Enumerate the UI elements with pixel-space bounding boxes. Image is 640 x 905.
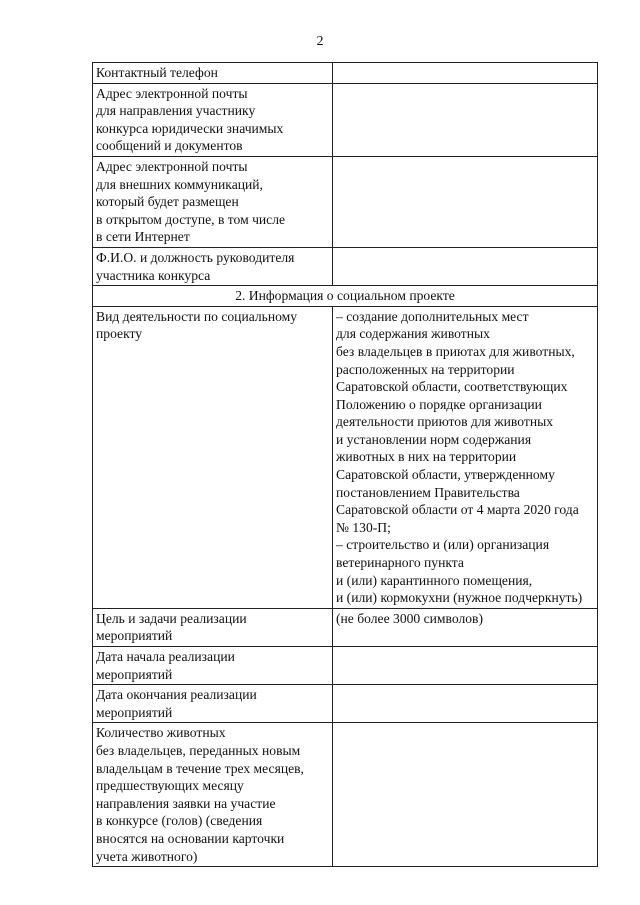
application-form-table (92, 62, 598, 867)
table-row (93, 723, 598, 867)
legal-email-label: Адрес электронной почты для направления участнику конкурса юридически значимых сообщений и документов (93, 83, 333, 156)
table-row (93, 608, 598, 646)
public-email-value[interactable] (333, 156, 598, 247)
goal-label: Цель и задачи реализации мероприятий (93, 608, 333, 646)
contact-phone-value[interactable] (333, 63, 598, 84)
start-date-value[interactable] (333, 647, 598, 685)
table-row (93, 306, 598, 608)
activity-type-options[interactable]: – создание дополнительных мест для содержания животных без владельцев в приютах для животных, расположенных на территории Саратовской области, соответствующих Положению о порядке организации деятельности приютов для животных и установлении норм содержания животных в них на территории Саратовской области, утвержденному постановлением Правительства Саратовской области от 4 марта 2020 года № 130-П; – строительство и (или) организация ветеринарного пункта и (или) карантинного помещения, и (или) кормокухни (нужное подчеркнуть) (333, 306, 598, 608)
section-2-title: 2. Информация о социальном проекте (93, 286, 598, 307)
table-row (93, 647, 598, 685)
end-date-value[interactable] (333, 685, 598, 723)
director-value[interactable] (333, 247, 598, 285)
table-row (93, 685, 598, 723)
start-date-label: Дата начала реализации мероприятий (93, 647, 333, 685)
table-row (93, 247, 598, 285)
public-email-label: Адрес электронной почты для внешних коммуникаций, который будет размещен в открытом доступе, в том числе в сети Интернет (93, 156, 333, 247)
page-number: 2 (316, 34, 324, 49)
director-label: Ф.И.О. и должность руководителя участника конкурса (93, 247, 333, 285)
table-row (93, 156, 598, 247)
legal-email-value[interactable] (333, 83, 598, 156)
contact-phone-label: Контактный телефон (93, 63, 333, 84)
end-date-label: Дата окончания реализации мероприятий (93, 685, 333, 723)
animals-count-label: Количество животных без владельцев, переданных новым владельцам в течение трех месяцев, предшествующих месяцу направления заявки на участие в конкурсе (голов) (сведения вносятся на основании карточки учета животного) (93, 723, 333, 867)
section-header-row (93, 286, 598, 307)
table-row (93, 83, 598, 156)
goal-value[interactable]: (не более 3000 символов) (333, 608, 598, 646)
table-row (93, 63, 598, 84)
animals-count-value[interactable] (333, 723, 598, 867)
activity-type-label: Вид деятельности по социальному проекту (93, 306, 333, 608)
